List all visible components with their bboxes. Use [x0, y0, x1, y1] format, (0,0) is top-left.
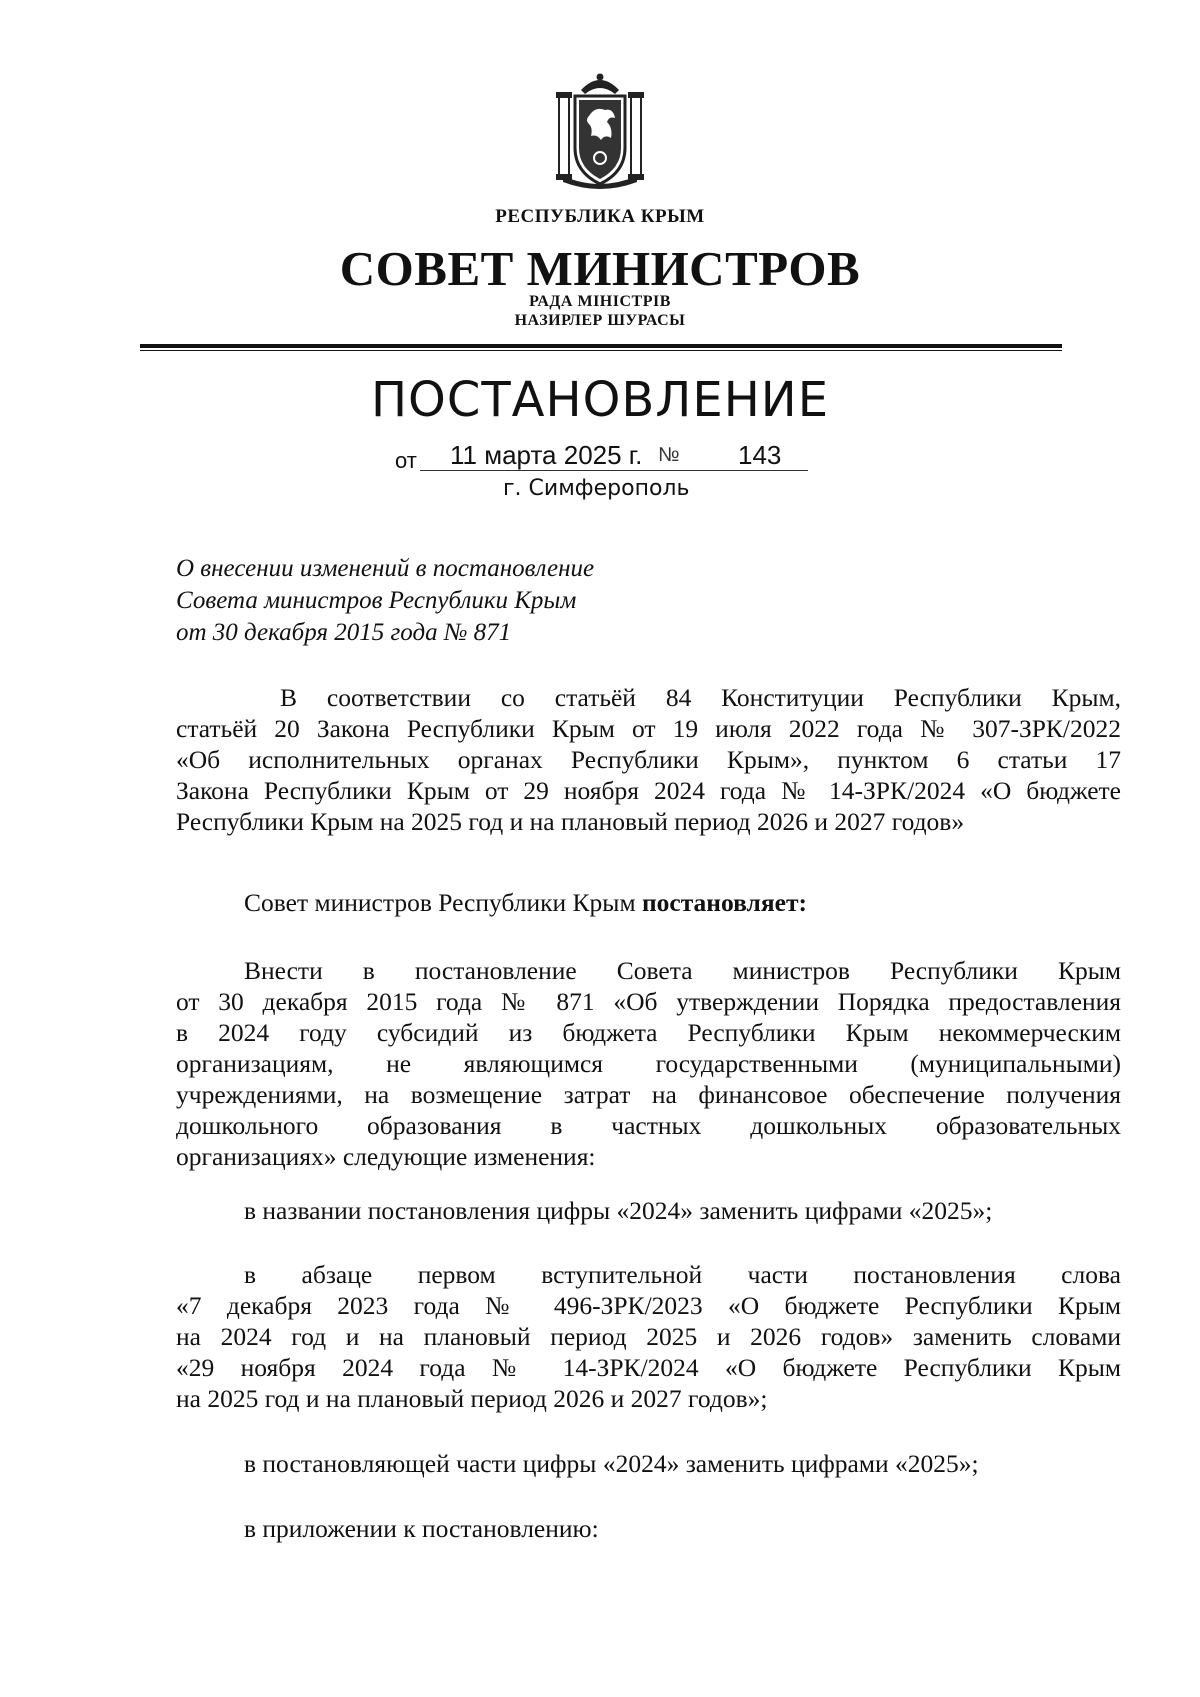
preamble-line: «Об исполнительных органах Республики Крым», пунктом 6 статьи 17 [176, 745, 1121, 774]
council-name-ukrainian: РАДА МІНІСТРІВ [529, 293, 671, 310]
item-appendix-paragraph [176, 1513, 1121, 1544]
subject-line: О внесении изменений в постановление [176, 555, 595, 582]
document-city: г. Симферополь [503, 476, 690, 501]
date-prefix: от [395, 448, 417, 473]
item-preamble-line: в абзаце первом вступительной части постановления слова [244, 1260, 1121, 1289]
item-preamble-line: «29 ноября 2024 года № 14-ЗРК/2024 «О бюджете Республики Крым [176, 1353, 1121, 1382]
item-title-line: в названии постановления цифры «2024» заменить цифрами «2025»; [244, 1196, 993, 1225]
document-type: ПОСТАНОВЛЕНИЕ [370, 372, 830, 428]
republic-name: РЕСПУБЛИКА КРЫМ [495, 206, 705, 227]
number-sign: № [658, 444, 680, 466]
council-name: СОВЕТ МИНИСТРОВ [339, 241, 861, 296]
resolves-keyword: постановляет: [641, 888, 807, 917]
document-number: 143 [738, 440, 782, 470]
main-paragraph [176, 955, 1121, 1172]
main-line: Внести в постановление Совета министров Республики Крым [244, 956, 1121, 985]
preamble-paragraph [176, 682, 1121, 837]
main-line: в 2024 году субсидий из бюджета Республики Крым некоммерческим [176, 1018, 1121, 1047]
subject-line: Совета министров Республики Крым [176, 587, 577, 614]
header-divider-thin [140, 350, 1062, 351]
document-subject [176, 553, 594, 649]
preamble-line: Республики Крым на 2025 год и на плановый период 2026 и 2027 годов» [176, 807, 965, 836]
subject-line: от 30 декабря 2015 года № 871 [176, 619, 512, 646]
main-line: учреждениями, на возмещение затрат на финансовое обеспечение получения [176, 1080, 1121, 1109]
main-line: дошкольного образования в частных дошкольных образовательных [176, 1111, 1121, 1140]
main-line: организациях» следующие изменения: [176, 1142, 596, 1171]
item-preamble-line: на 2025 год и на плановый период 2026 и 2027 годов»; [176, 1384, 768, 1413]
item-title-paragraph [176, 1195, 1121, 1226]
main-line: от 30 декабря 2015 года № 871 «Об утверждении Порядка предоставления [176, 987, 1121, 1016]
preamble-line: статьёй 20 Закона Республики Крым от 19 июля 2022 года № 307-ЗРК/2022 [176, 714, 1121, 743]
item-preamble-line: «7 декабря 2023 года № 496-ЗРК/2023 «О бюджете Республики Крым [176, 1291, 1121, 1320]
resolves-line [176, 887, 1121, 918]
preamble-line: В соответствии со статьёй 84 Конституции Республики Крым, [280, 683, 1121, 712]
item-preamble-line: на 2024 год и на плановый период 2025 и 2026 годов» заменить словами [176, 1322, 1121, 1351]
header-divider-thick [140, 344, 1062, 348]
item-appendix-line: в приложении к постановлению: [244, 1514, 599, 1543]
item-preamble-paragraph [176, 1259, 1121, 1414]
item-operative-line: в постановляющей части цифры «2024» заменить цифрами «2025»; [244, 1449, 979, 1478]
document-date: 11 марта 2025 г. [450, 440, 643, 470]
resolves-paragraph [176, 887, 1121, 918]
council-name-crimean-tatar: НАЗИРЛЕР ШУРАСЫ [514, 312, 686, 329]
preamble-line: Закона Республики Крым от 29 ноября 2024 года № 14-ЗРК/2024 «О бюджете [176, 776, 1121, 805]
main-line: организациям, не являющимся государственными (муниципальными) [176, 1049, 1121, 1078]
item-operative-paragraph [176, 1448, 1121, 1479]
coat-of-arms-icon [553, 68, 647, 192]
resolves-prefix: Совет министров Республики Крым [244, 888, 636, 917]
